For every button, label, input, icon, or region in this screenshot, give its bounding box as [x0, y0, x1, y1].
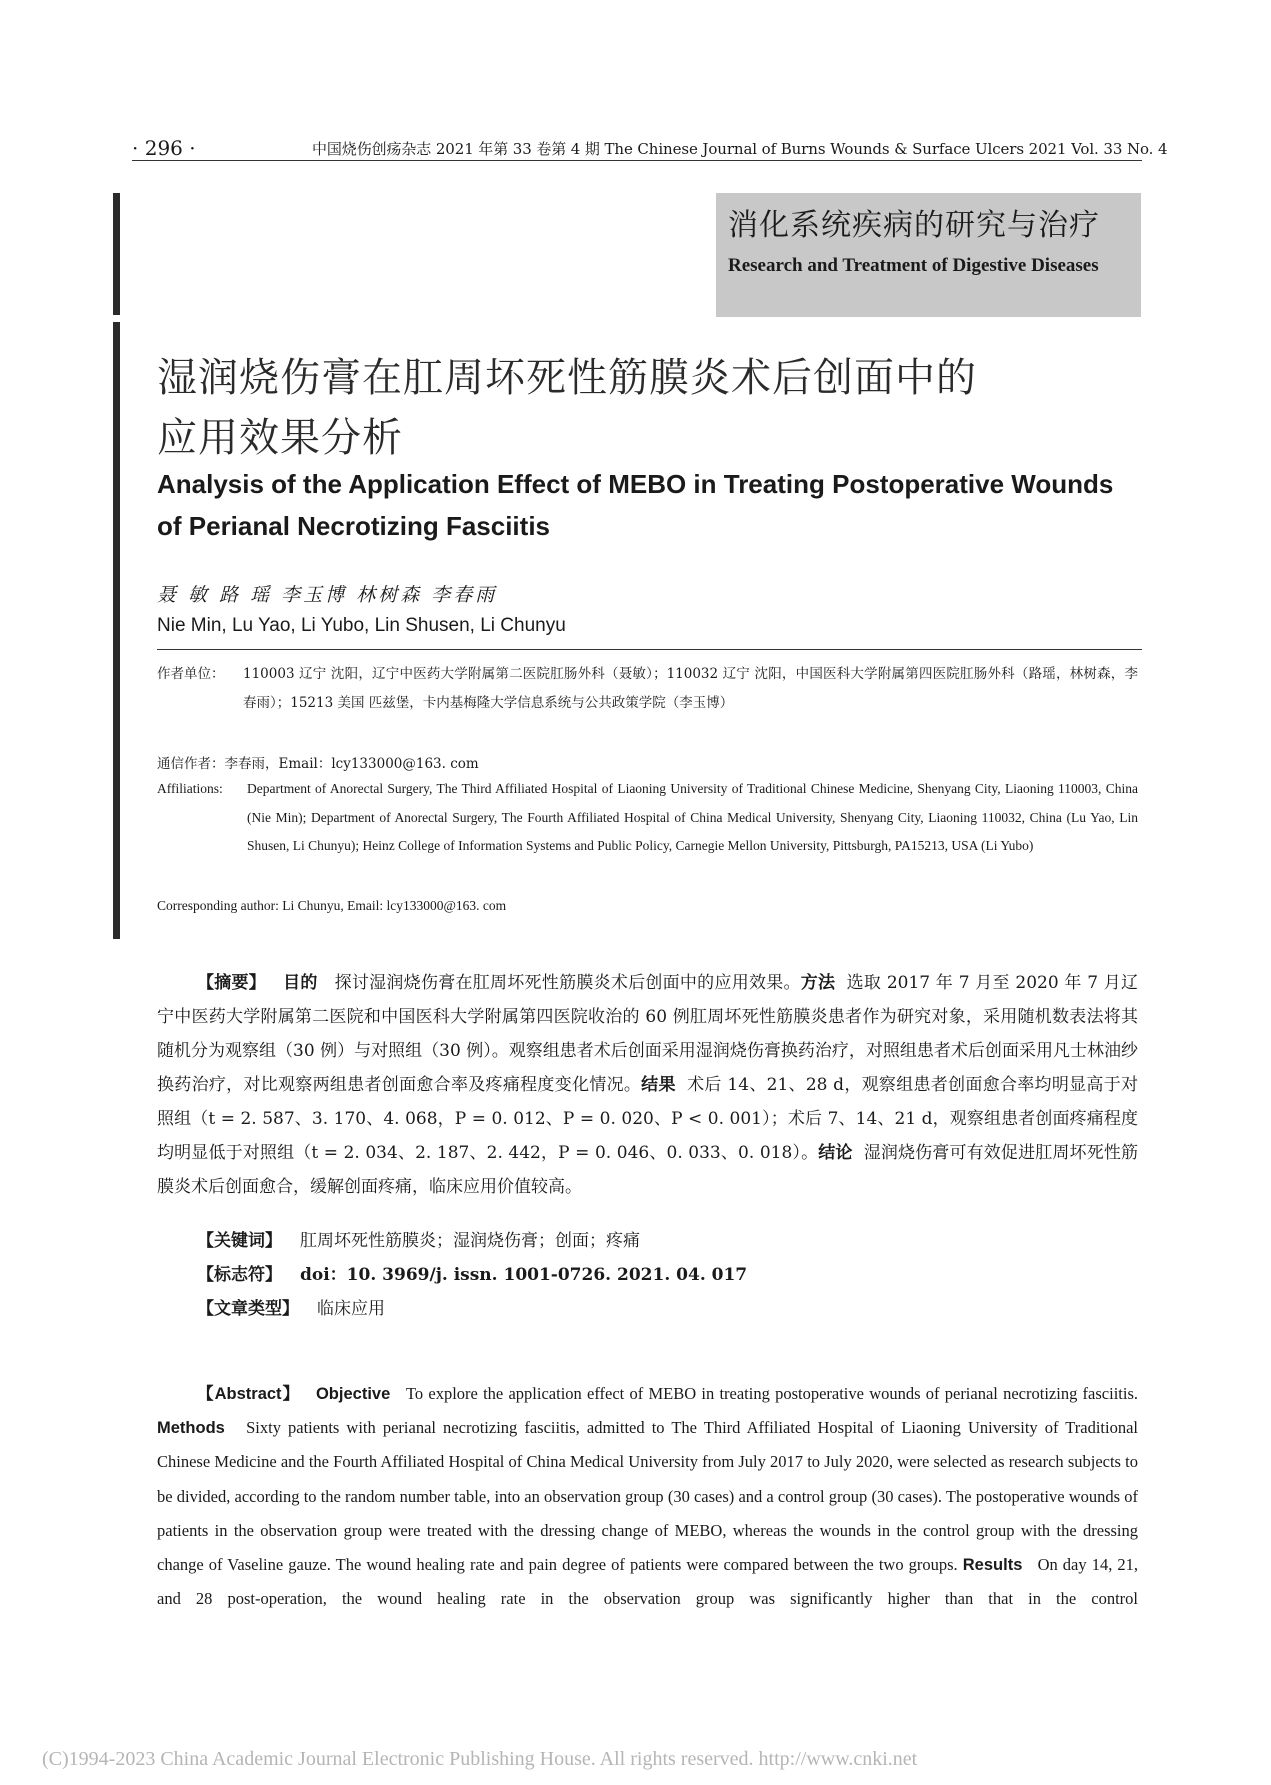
affiliation-cn-block	[157, 660, 1142, 746]
left-accent-bar-main	[113, 322, 120, 939]
keywords-row	[197, 1226, 640, 1251]
section-title-en: Research and Treatment of Digestive Diseases	[728, 255, 1099, 276]
abstract-cn-objective: 探讨湿润烧伤膏在肛周坏死性筋膜炎术后创面中的应用效果。	[334, 973, 801, 993]
abstract-cn-objective-label: 目的	[283, 973, 318, 993]
abstract-cn-conclusion-label: 结论	[818, 1143, 853, 1163]
section-title-cn: 消化系统疾病的研究与治疗	[728, 208, 1100, 243]
copyright-footer: (C)1994-2023 China Academic Journal Electronic Publishing House. All rights reserved. http://www.cnki.net	[42, 1748, 918, 1770]
title-cn-line2: 应用效果分析	[157, 415, 403, 461]
keywords-value: 肛周坏死性筋膜炎；湿润烧伤膏；创面；疼痛	[300, 1231, 640, 1251]
abstract-cn-methods-label: 方法	[800, 973, 836, 993]
abstract-cn-methods: 选取 2017 年 7 月至 2020 年 7 月辽宁中医药大学附属第二医院和中国医科大学附属第四医院收治的 60 例肛周坏死性筋膜炎患者作为研究对象，采用随机数表法将其随机分为观察组（30 例）与对照组（30 例）。观察组患者术后创面采用湿润烧伤膏换药治疗，对照组患者术后创面采用凡士林油纱换药治疗，对比观察两组患者创面愈合率及疼痛程度变化情况。	[157, 973, 1139, 1095]
abstract-en-objective: To explore the application effect of MEBO in treating postoperative wounds of perianal necrotizing fasciitis.	[405, 1384, 1139, 1403]
abstract-cn-results-label: 结果	[641, 1075, 676, 1095]
abstract-cn-label: 【摘要】	[197, 973, 267, 993]
header-rule	[132, 160, 1142, 161]
left-accent-bar-top	[113, 193, 120, 315]
abstract-en-results-label: Results	[962, 1556, 1023, 1575]
article-title-en: Analysis of the Application Effect of MEBO in Treating Postoperative Wounds of Perianal Necrotizing Fasciitis	[157, 469, 1114, 541]
doi-label: 【标志符】	[197, 1265, 282, 1285]
title-cn-line1: 湿润烧伤膏在肛周坏死性筋膜炎术后创面中的	[157, 355, 977, 401]
article-type-label: 【文章类型】	[197, 1299, 299, 1319]
abstract-en-results: On day 14, 21, and 28 post-operation, the wound healing rate in the observation group was significantly higher than that in the control	[157, 1555, 1139, 1609]
abstract-en	[157, 1377, 1138, 1616]
article-type-row	[197, 1294, 385, 1319]
article-type-value: 临床应用	[317, 1299, 385, 1319]
doi-value: doi：10. 3969/j. issn. 1001-0726. 2021. 04. 017	[300, 1265, 748, 1285]
affiliation-cn-label: 作者单位：	[157, 666, 225, 682]
keywords-label: 【关键词】	[197, 1231, 282, 1251]
abstract-en-label: 【Abstract】	[197, 1385, 301, 1403]
abstract-cn-results: 术后 14、21、28 d，观察组患者创面愈合率均明显高于对照组（t = 2. 587、3. 170、4. 068，P = 0. 012、P = 0. 020、P < 0. 001）；术后 7、14、21 d，观察组患者创面疼痛程度均明显低于对照组（t = 2. 034、2. 187、2. 442，P = 0. 046、0. 033、0. 018）。	[157, 1075, 1139, 1163]
article-title-cn	[157, 348, 1137, 468]
corresponding-author-cn: 通信作者：李春雨，Email：lcy133000@163. com	[157, 756, 479, 772]
authors-cn: 聂 敏 路 瑶 李玉博 林树森 李春雨	[157, 584, 498, 606]
authors-en: Nie Min, Lu Yao, Li Yubo, Lin Shusen, Li Chunyu	[157, 615, 566, 636]
affiliation-rule	[157, 649, 1142, 650]
abstract-cn	[157, 966, 1138, 1204]
affiliation-en-label: Affiliations:	[157, 781, 223, 796]
corresponding-author-en: Corresponding author: Li Chunyu, Email: lcy133000@163. com	[157, 898, 507, 913]
journal-header: 中国烧伤创疡杂志 2021 年第 33 卷第 4 期 The Chinese Journal of Burns Wounds & Surface Ulcers 2021 Vol. 33 No. 4	[312, 140, 1168, 158]
affiliation-en-block	[157, 775, 1142, 890]
abstract-en-methods-label: Methods	[157, 1419, 225, 1438]
doi-row	[197, 1260, 747, 1285]
abstract-cn-conclusion: 湿润烧伤膏可有效促进肛周坏死性筋膜炎术后创面愈合，缓解创面疼痛，临床应用价值较高。	[157, 1143, 1139, 1197]
affiliation-en-text: Department of Anorectal Surgery, The Third Affiliated Hospital of Liaoning University of Traditional Chinese Medicine, Shenyang City, Liaoning 110003, China (Nie Min); Department of Anorectal Surgery, The Fourth Affiliated Hospital of China Medical University, Shenyang City, Liaoning 110032, China (Lu Yao, Lin Shusen, Li Chunyu); Heinz College of Information Systems and Public Policy, Carnegie Mellon University, Pittsburgh, PA15213, USA (Li Yubo)	[247, 781, 1138, 853]
affiliation-cn-text: 110003 辽宁 沈阳，辽宁中医药大学附属第二医院肛肠外科（聂敏）；110032 辽宁 沈阳，中国医科大学附属第四医院肛肠外科（路瑶，林树森，李春雨）；15213 美国 匹兹堡，卡内基梅隆大学信息系统与公共政策学院（李玉博）	[243, 666, 1138, 711]
abstract-en-objective-label: Objective	[315, 1385, 391, 1403]
page-number: · 296 ·	[132, 136, 196, 160]
abstract-en-methods: Sixty patients with perianal necrotizing fasciitis, admitted to The Third Affiliated Hospital of Liaoning University of Traditional Chinese Medicine and the Fourth Affiliated Hospital of China Medical University from July 2017 to July 2020, were selected as research subjects to be divided, according to the random number table, into an observation group (30 cases) and a control group (30 cases). The postoperative wounds of patients in the observation group were treated with the dressing change of MEBO, whereas the wounds in the control group with the dressing change of Vaseline gauze. The wound healing rate and pain degree of patients were compared between the two groups.	[157, 1418, 1138, 1575]
